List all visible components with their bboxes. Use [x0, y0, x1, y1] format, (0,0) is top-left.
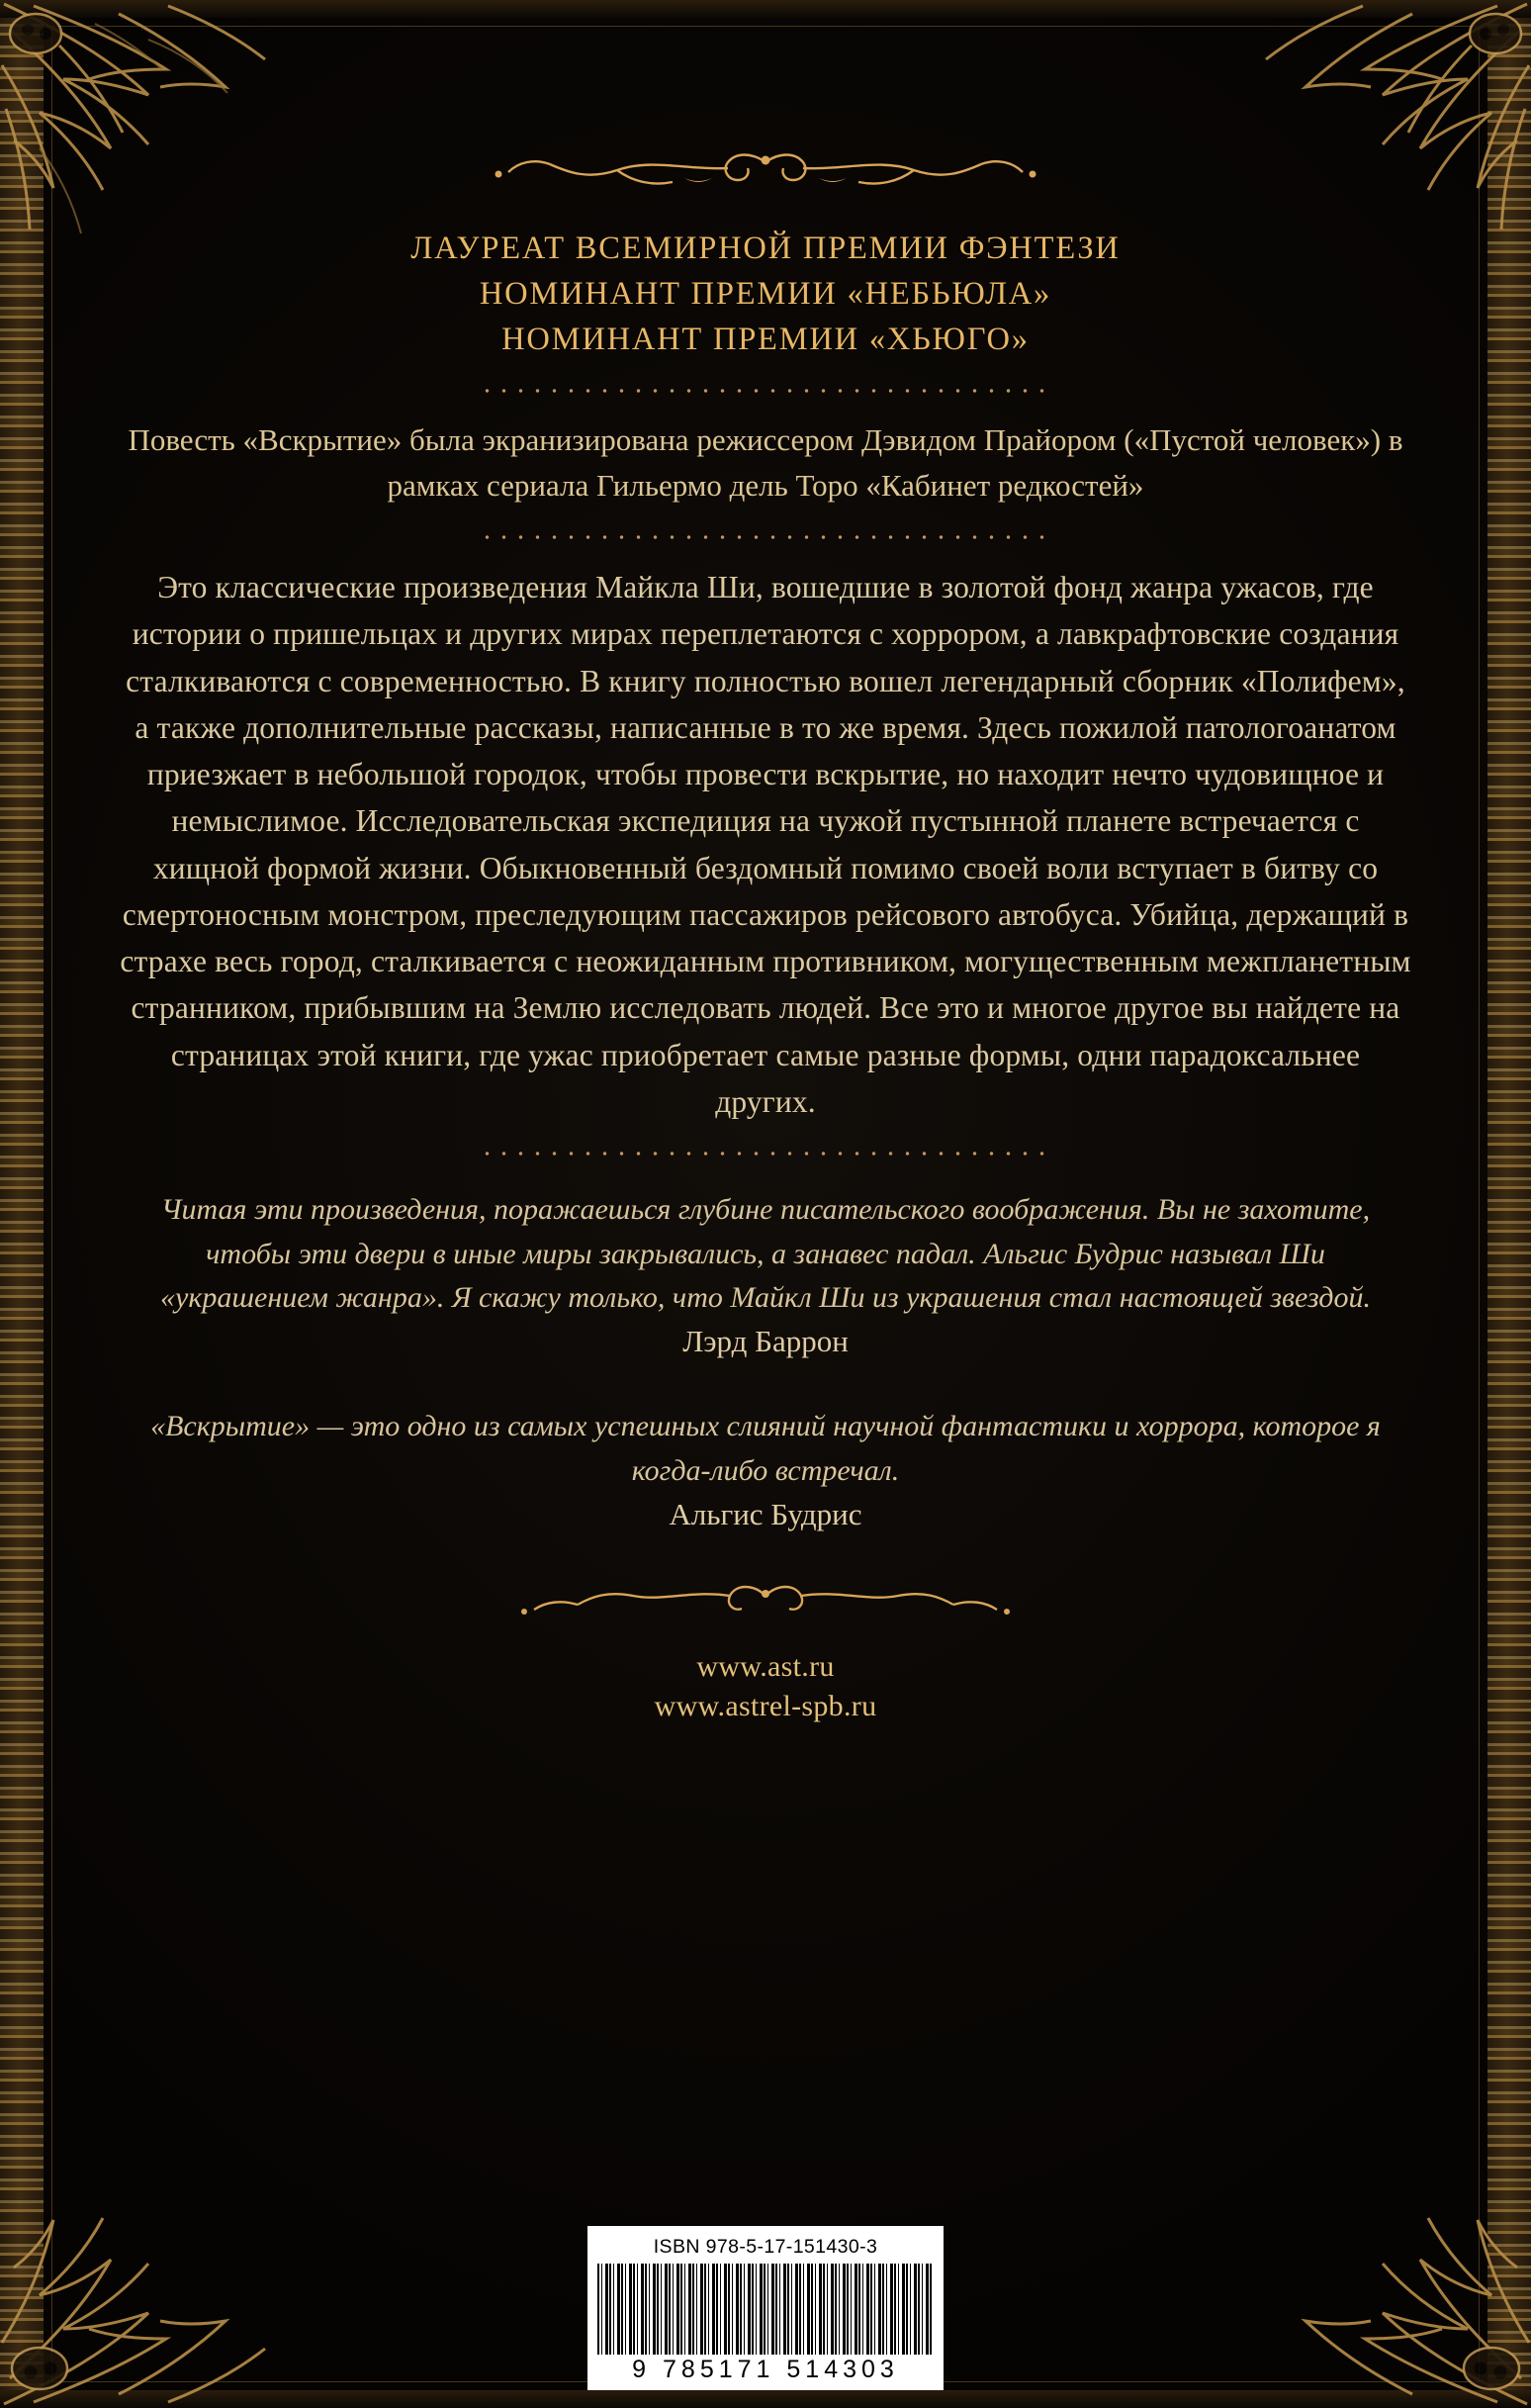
award-line-1: ЛАУРЕАТ ВСЕМИРНОЙ ПРЕМИИ ФЭНТЕЗИ — [410, 231, 1121, 266]
bone-claw-ornament-bottom-right — [1234, 2151, 1531, 2408]
review-1-author: Лэрд Баррон — [682, 1324, 849, 1359]
frame-band-left — [0, 0, 44, 2408]
review-2-author: Альгис Будрис — [669, 1497, 862, 1532]
awards-list — [119, 226, 1412, 362]
dotted-divider-1 — [479, 386, 1052, 396]
review-1-text: Читая эти произведения, поражаешься глубине писательского воображения. Вы не захотите, чтобы эти двери в иные миры закрывались, а занавес падал. Альгис Будрис называл Ши «украшением жанра». Я скажу только, что Майкл Ши из украшения стал настоящей звездой. — [160, 1193, 1371, 1314]
frame-band-right — [1487, 0, 1531, 2408]
barcode-bars — [597, 2264, 934, 2355]
ornament-flourish-top — [439, 148, 1092, 200]
website-astrel-spb[interactable]: www.astrel-spb.ru — [654, 1690, 877, 1723]
ornament-flourish-bottom — [489, 1572, 1042, 1621]
publisher-websites[interactable] — [119, 1647, 1412, 1726]
isbn-label: ISBN 978-5-17-151430-3 — [653, 2236, 878, 2258]
award-line-2: НОМИНАНТ ПРЕМИИ «НЕБЬЮЛА» — [479, 276, 1052, 313]
frame-band-bottom — [0, 2390, 1531, 2408]
dotted-divider-2 — [479, 532, 1052, 542]
website-ast[interactable]: www.ast.ru — [696, 1650, 835, 1684]
back-cover-content — [119, 148, 1412, 1727]
frame-band-top — [0, 0, 1531, 18]
dotted-divider-3 — [479, 1149, 1052, 1158]
award-line-3: НОМИНАНТ ПРЕМИИ «ХЬЮГО» — [501, 322, 1030, 358]
barcode-block — [587, 2226, 944, 2390]
barcode-digits: 9 785171 514303 — [632, 2356, 899, 2383]
film-adaptation-note: Повесть «Вскрытие» была экранизирована режиссером Дэвидом Прайором («Пустой человек») в рамках сериала Гильермо дель Торо «Кабинет редкостей» — [128, 422, 1403, 504]
book-blurb: Это классические произведения Майкла Ши, вошедшие в золотой фонд жанра ужасов, где истории о пришельцах и других мирах переплетаются с хоррором, а лавкрафтовские создания сталкиваются с современностью. В книгу полностью вошел легендарный сборник «Полифем», а также дополнительные рассказы, написанные в то же время. Здесь пожилой патологоанатом приезжает в небольшой городок, чтобы провести вскрытие, но находит нечто чудовищное и немыслимое. Исследовательская экспедиция на чужой пустынной планете встречается с хищной формой жизни. Обыкновенный бездомный помимо своей воли вступает в битву со смертоносным монстром, преследующим пассажиров рейсового автобуса. Убийца, держащий в страхе весь город, сталкивается с неожиданным противником, могущественным межпланетным странником, прибывшим на Землю исследовать людей. Все это и многое другое вы найдете на страницах этой книги, где ужас приобретает самые разные формы, одни парадоксальнее других. — [120, 570, 1411, 1119]
review-2-text: «Вскрытие» — это одно из самых успешных слияний научной фантастики и хоррора, которое я когда-либо встречал. — [150, 1410, 1381, 1487]
review-1 — [119, 1188, 1412, 1359]
bone-claw-ornament-bottom-left — [0, 2151, 297, 2408]
review-2 — [119, 1405, 1412, 1532]
